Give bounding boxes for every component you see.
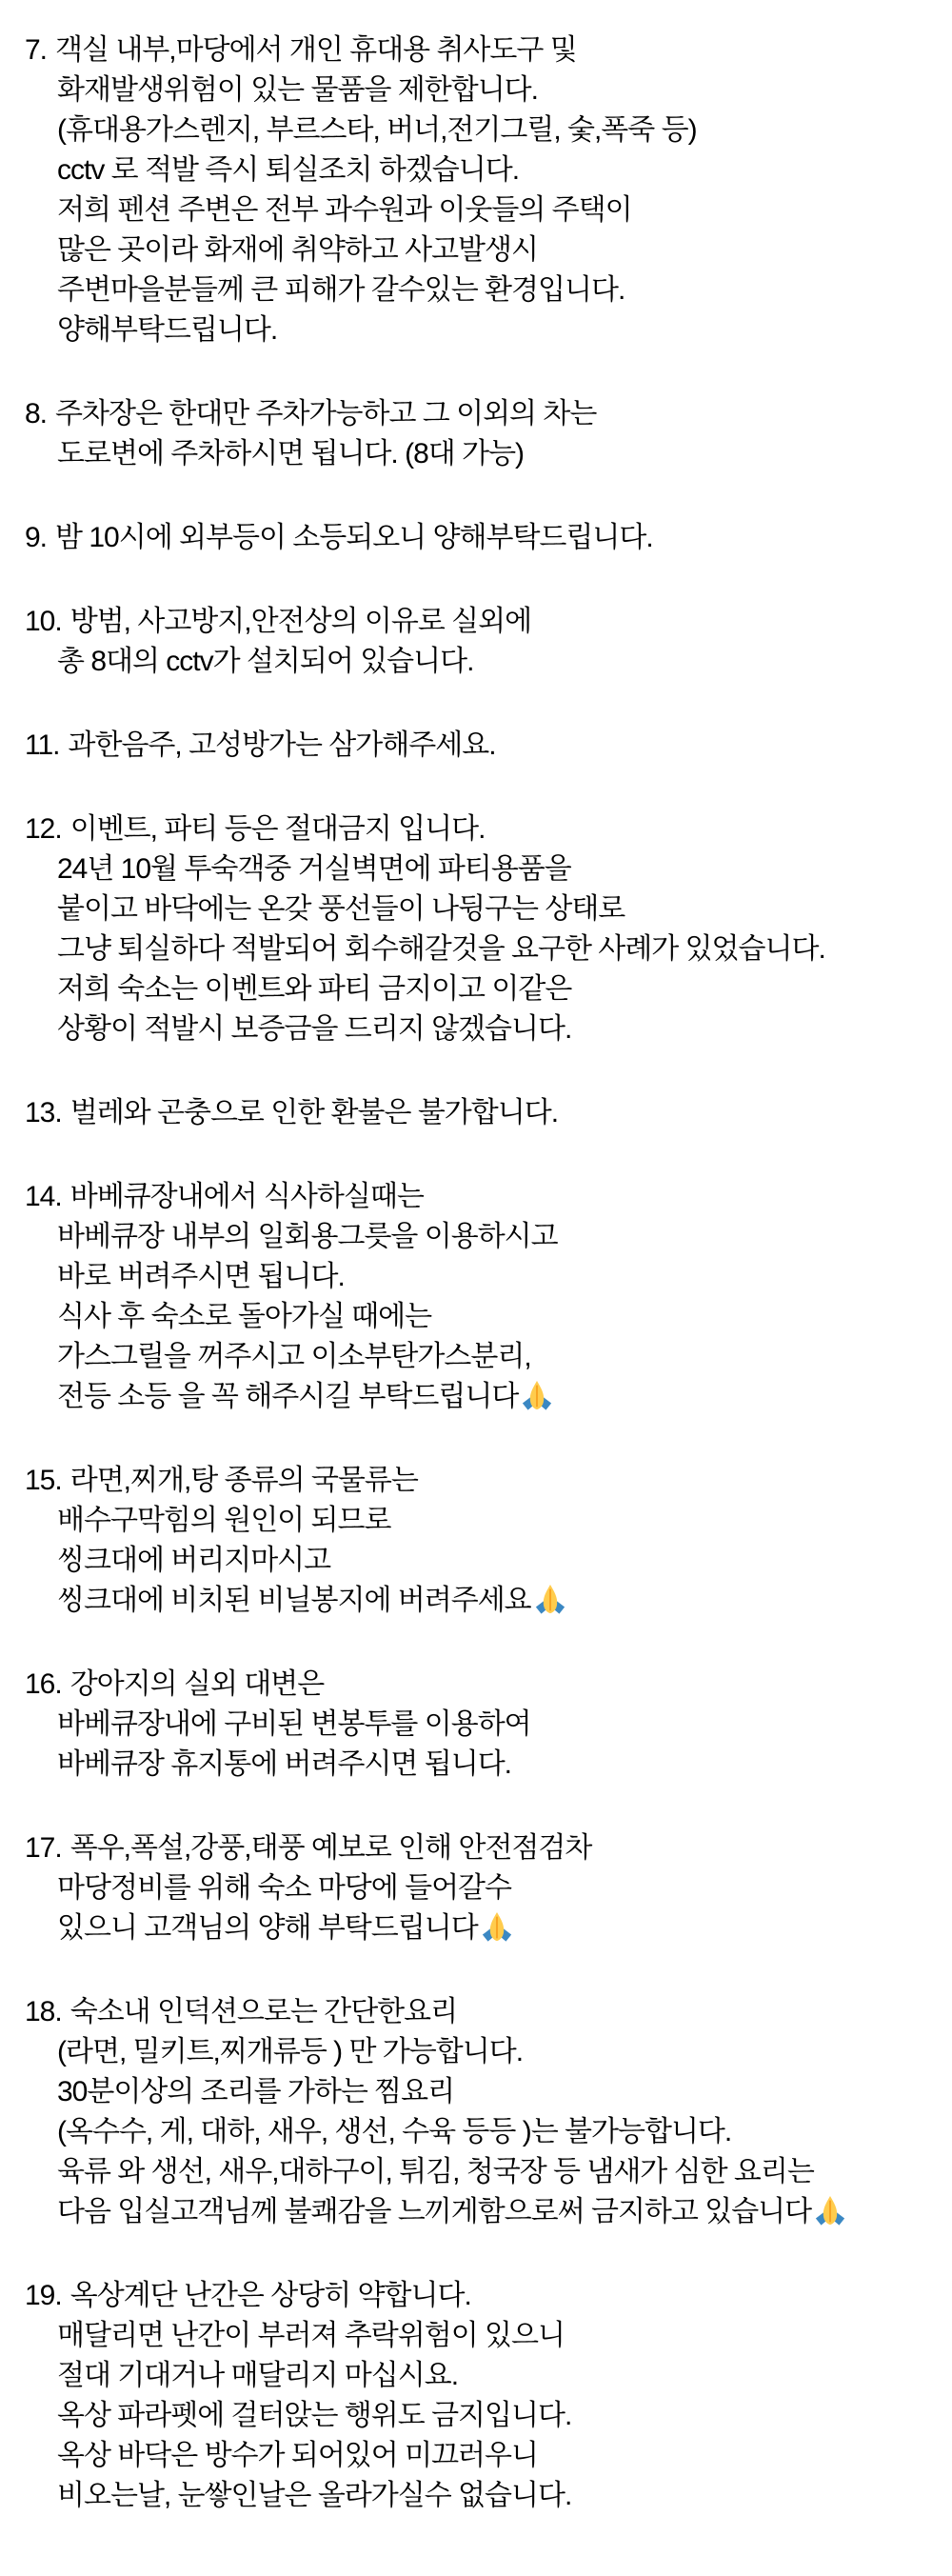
rule-text: 도로변에 주차하시면 됩니다. (8대 가능) — [57, 438, 525, 469]
rule-line — [25, 1868, 939, 1908]
rule-line — [25, 230, 939, 270]
rule-number: 18. — [25, 1996, 62, 2027]
rule-line — [25, 150, 939, 190]
rule-text: 바베큐장내에서 식사하실때는 — [69, 1181, 424, 1212]
rule-text: 다음 입실고객님께 불쾌감을 느끼게함으로써 금지하고 있습니다 — [57, 2196, 812, 2227]
folded-hands-emoji — [481, 1908, 513, 1948]
rule-item — [25, 726, 939, 766]
rule-line — [25, 1257, 939, 1297]
rule-text: 폭우,폭설,강풍,태풍 예보로 인해 안전점검차 — [69, 1832, 592, 1864]
rule-text: 저희 펜션 주변은 전부 과수원과 이웃들의 주택이 — [57, 194, 632, 226]
rule-line — [25, 434, 939, 474]
rule-text: 많은 곳이라 화재에 취약하고 사고발생시 — [57, 234, 538, 266]
rule-number: 15. — [25, 1465, 62, 1496]
rule-text: 바베큐장내에 구비된 변봉투를 이용하여 — [57, 1708, 531, 1740]
rule-text: 옥상 파라펫에 걸터앉는 행위도 금지입니다. — [57, 2400, 572, 2431]
rule-number: 10. — [25, 606, 62, 637]
rule-text: 상황이 적발시 보증금을 드리지 않겠습니다. — [57, 1013, 572, 1045]
rule-number: 19. — [25, 2280, 62, 2311]
rule-item — [25, 1093, 939, 1133]
rule-line — [25, 1992, 939, 2032]
rule-text: 바베큐장 휴지통에 버려주시면 됩니다. — [57, 1748, 512, 1780]
rule-text: 강아지의 실외 대변은 — [69, 1668, 325, 1700]
rule-line — [25, 969, 939, 1009]
rule-line — [25, 1297, 939, 1337]
rule-line — [25, 1581, 939, 1621]
rule-text: (휴대용가스렌지, 부르스타, 버너,전기그릴, 숯,폭죽 등) — [57, 114, 697, 146]
rule-item — [25, 30, 939, 350]
rule-line — [25, 2396, 939, 2436]
rule-line — [25, 1705, 939, 1745]
rule-number: 13. — [25, 1097, 62, 1128]
rule-line — [25, 602, 939, 642]
rule-item — [25, 1992, 939, 2232]
rule-line — [25, 2072, 939, 2112]
rule-line — [25, 2356, 939, 2396]
rule-text: 24년 10월 투숙객중 거실벽면에 파티용품을 — [57, 853, 571, 885]
rule-text: cctv 로 적발 즉시 퇴실조치 하겠습니다. — [57, 154, 520, 186]
rule-text: 밤 10시에 외부등이 소등되오니 양해부탁드립니다. — [55, 522, 653, 553]
rule-line — [25, 1093, 939, 1133]
folded-hands-emoji — [534, 1581, 566, 1621]
rule-text: 전등 소등 을 꼭 해주시길 부탁드립니다 — [57, 1381, 519, 1412]
rule-line — [25, 310, 939, 350]
rule-text: 벌레와 곤충으로 인한 환불은 불가합니다. — [69, 1097, 559, 1128]
rule-text: 바로 버려주시면 됩니다. — [57, 1261, 345, 1292]
rule-text: 30분이상의 조리를 가하는 찜요리 — [57, 2076, 455, 2107]
rule-line — [25, 30, 939, 70]
rule-line — [25, 642, 939, 682]
rule-item — [25, 1665, 939, 1785]
rule-line — [25, 190, 939, 230]
rule-text: 식사 후 숙소로 돌아가실 때에는 — [57, 1301, 432, 1332]
rule-number: 7. — [25, 34, 48, 66]
rule-text: 라면,찌개,탕 종류의 국물류는 — [69, 1465, 418, 1496]
rule-line — [25, 2476, 939, 2516]
rule-text: 주차장은 한대만 주차가능하고 그 이외의 차는 — [55, 398, 597, 429]
rule-line — [25, 1377, 939, 1417]
rule-line — [25, 809, 939, 849]
rule-number: 14. — [25, 1181, 62, 1212]
rule-number: 17. — [25, 1832, 62, 1864]
rule-line — [25, 1745, 939, 1785]
rule-text: 총 8대의 cctv가 설치되어 있습니다. — [57, 646, 474, 677]
rule-line — [25, 2436, 939, 2476]
rule-text: 씽크대에 비치된 비닐봉지에 버려주세요 — [57, 1585, 531, 1616]
rule-text: 그냥 퇴실하다 적발되어 회수해갈것을 요구한 사례가 있었습니다. — [57, 933, 825, 965]
rule-text: 씽크대에 버리지마시고 — [57, 1545, 331, 1576]
rule-text: 배수구막힘의 원인이 되므로 — [57, 1505, 391, 1536]
rule-text: 매달리면 난간이 부러져 추락위험이 있으니 — [57, 2320, 565, 2351]
rule-item — [25, 394, 939, 474]
rule-text: 숙소내 인덕션으로는 간단한요리 — [69, 1996, 458, 2027]
rule-number: 11. — [25, 729, 60, 761]
rule-text: 이벤트, 파티 등은 절대금지 입니다. — [69, 813, 486, 845]
rule-text: 바베큐장 내부의 일회용그릇을 이용하시고 — [57, 1221, 558, 1252]
rule-line — [25, 1217, 939, 1257]
rule-text: 양해부탁드립니다. — [57, 314, 278, 346]
rule-text: 육류 와 생선, 새우,대하구이, 튀김, 청국장 등 냄새가 심한 요리는 — [57, 2156, 814, 2187]
rule-item — [25, 1828, 939, 1948]
rule-line — [25, 726, 939, 766]
rule-text: 객실 내부,마당에서 개인 휴대용 취사도구 및 — [55, 34, 577, 66]
rule-text: 화재발생위험이 있는 물품을 제한합니다. — [57, 74, 538, 106]
rule-text: 옥상 바닥은 방수가 되어있어 미끄러우니 — [57, 2440, 538, 2471]
rule-line — [25, 1541, 939, 1581]
rule-line — [25, 1665, 939, 1705]
rule-line — [25, 2192, 939, 2232]
rule-text: 절대 기대거나 매달리지 마십시요. — [57, 2360, 459, 2391]
rule-line — [25, 1828, 939, 1868]
rule-item — [25, 602, 939, 682]
rule-line — [25, 518, 939, 558]
rules-list — [25, 30, 939, 2516]
rule-line — [25, 2112, 939, 2152]
rule-line — [25, 2032, 939, 2072]
rule-text: 주변마을분들께 큰 피해가 갈수있는 환경입니다. — [57, 274, 625, 306]
rule-line — [25, 849, 939, 889]
rule-line — [25, 2152, 939, 2192]
rule-text: 있으니 고객님의 양해 부탁드립니다 — [57, 1912, 478, 1944]
rule-text: (옥수수, 게, 대하, 새우, 생선, 수육 등등 )는 불가능합니다. — [57, 2116, 732, 2147]
rule-line — [25, 1461, 939, 1501]
rule-text: 비오는날, 눈쌓인날은 올라가실수 없습니다. — [57, 2480, 572, 2511]
rule-item — [25, 1177, 939, 1417]
rule-line — [25, 889, 939, 929]
rule-item — [25, 1461, 939, 1621]
rule-text: 마당정비를 위해 숙소 마당에 들어갈수 — [57, 1872, 512, 1904]
rule-text: 가스그릴을 꺼주시고 이소부탄가스분리, — [57, 1341, 531, 1372]
rule-line — [25, 1908, 939, 1948]
rule-text: 과한음주, 고성방가는 삼가해주세요. — [68, 729, 496, 761]
rule-line — [25, 2276, 939, 2316]
rule-line — [25, 110, 939, 150]
rule-line — [25, 70, 939, 110]
rule-line — [25, 394, 939, 434]
rule-text: (라면, 밀키트,찌개류등 ) 만 가능합니다. — [57, 2036, 524, 2067]
rule-line — [25, 1009, 939, 1049]
rule-text: 저희 숙소는 이벤트와 파티 금지이고 이같은 — [57, 973, 572, 1005]
rule-line — [25, 1177, 939, 1217]
rule-line — [25, 2316, 939, 2356]
rule-number: 12. — [25, 813, 62, 845]
rule-text: 옥상계단 난간은 상당히 약합니다. — [69, 2280, 471, 2311]
rule-number: 8. — [25, 398, 48, 429]
rule-number: 16. — [25, 1668, 62, 1700]
folded-hands-emoji — [521, 1377, 553, 1417]
folded-hands-emoji — [814, 2192, 846, 2232]
rule-line — [25, 929, 939, 969]
rule-number: 9. — [25, 522, 48, 553]
rule-item — [25, 809, 939, 1049]
rule-item — [25, 518, 939, 558]
rule-line — [25, 1337, 939, 1377]
rule-item — [25, 2276, 939, 2516]
rule-line — [25, 270, 939, 310]
rule-text: 붙이고 바닥에는 온갖 풍선들이 나뒹구는 상태로 — [57, 893, 625, 925]
rule-line — [25, 1501, 939, 1541]
rule-text: 방범, 사고방지,안전상의 이유로 실외에 — [69, 606, 532, 637]
